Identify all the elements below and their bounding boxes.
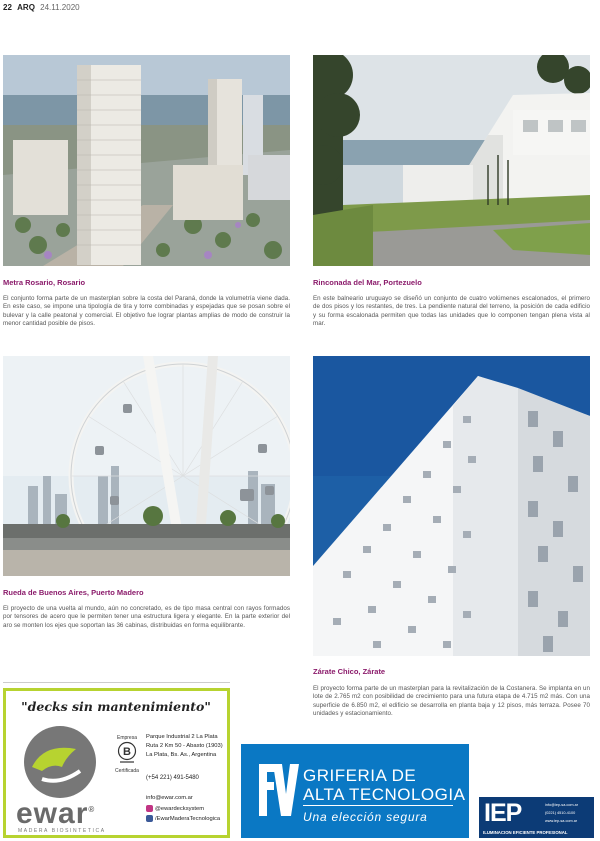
fv-headline-2: ALTA TECNOLOGIA: [303, 785, 466, 804]
ewar-address-line-3: La Plata, Bs. As., Argentina: [146, 752, 217, 758]
article-body-rinconada-del-mar: En este balneario uruguayo se diseñó un conjunto de cuatro volúmenes escalonados, el primero de dos pisos y los restantes, de tres. La pendiente natural del terreno, la posición de cada edificio y su forma escalonada permiten que todas las unidades que lo componen tengan plena vista al mar.: [313, 295, 590, 327]
ad-ewar[interactable]: [3, 688, 230, 838]
facebook-icon: [146, 815, 153, 822]
ewar-address-line-1: Parque Industrial 2 La Plata: [146, 734, 218, 740]
photo-zarate-chico: [313, 356, 590, 656]
ewar-logo-icon: [14, 723, 106, 801]
photo-rinconada-del-mar: [313, 55, 590, 266]
ewar-slogan: "decks sin mantenimiento": [21, 699, 211, 714]
fv-divider: [303, 805, 453, 806]
ewar-email[interactable]: info@ewar.com.ar: [146, 795, 193, 801]
article-title-zarate-chico: Zárate Chico, Zárate: [313, 667, 386, 676]
ewar-facebook-handle: /EwarMaderaTecnologica: [155, 816, 221, 823]
fv-slogan: Una elección segura: [303, 810, 428, 824]
iep-phone: (0221) 4510-4100: [545, 811, 576, 815]
article-title-rueda-de-buenos-aires: Rueda de Buenos Aires, Puerto Madero: [3, 588, 144, 597]
page-number: 22: [3, 3, 12, 12]
bcorp-bottom-label: Certificada: [115, 768, 139, 774]
photo-rueda-de-buenos-aires: [3, 356, 290, 576]
ewar-facebook[interactable]: [146, 815, 220, 822]
article-body-metra-rosario: El conjunto forma parte de un masterplan sobre la costa del Paraná, donde la volumetría viene dada. En este caso, se impone una tipología de tira y torre combinadas y espejadas que se posan sobre el bulevar y la calle peatonal y comercial. El objetivo fue lograr plantas amplias de modo de construir la menor cantidad posible de pisos.: [3, 295, 290, 327]
iep-claim: ILUMINACION EFICIENTE PROFESIONAL: [483, 830, 568, 835]
ewar-phone: (+54 221) 491-5480: [146, 775, 199, 781]
article-body-zarate-chico: El proyecto forma parte de un masterplan para la revitalización de la Costanera. Se implanta en un lote de 2.765 m2 con posibilidad de crecimiento para una futura etapa de 4.715 m2 más. Con una superficie de 6.850 m2, el edificio se desarrolla en planta baja y 12 pisos, más terraza. Posee 70 unidades y estacionamiento.: [313, 685, 590, 717]
page-header: [3, 3, 80, 12]
ad-iep[interactable]: [479, 797, 594, 838]
fv-headline-1: GRIFERIA DE: [303, 766, 417, 785]
article-body-rueda-de-buenos-aires: El proyecto de una vuelta al mundo, aún no concretado, es de tipo masa central con rayos formados por tensores de acero que le permiten tener una estructura ligera y elegante. En la parte exterior del aro se monten los ejes que soportan las 36 cabinas, distribuidas en forma equilibrante.: [3, 605, 290, 629]
instagram-icon: [146, 805, 153, 812]
article-title-metra-rosario: Metra Rosario, Rosario: [3, 278, 86, 287]
ewar-tagline: MADERA BIOSINTETICA: [18, 828, 106, 834]
photo-metra-rosario: [3, 55, 290, 266]
ewar-brand: [16, 797, 95, 831]
article-title-rinconada-del-mar: Rinconada del Mar, Portezuelo: [313, 278, 422, 287]
ad-fv[interactable]: [241, 744, 469, 838]
bcorp-letter: B: [123, 746, 131, 758]
bcorp-b-icon: [117, 741, 137, 763]
ewar-address: [146, 733, 226, 760]
iep-brand: IEP: [484, 799, 522, 827]
ewar-instagram-handle: @ewardecksystem: [155, 806, 205, 813]
ewar-instagram[interactable]: [146, 805, 204, 812]
ewar-address-line-2: Ruta 2 Km 50 - Abasto (1903): [146, 743, 223, 749]
fv-logo-icon: [255, 758, 299, 820]
fv-logo-text: fv: [276, 819, 278, 820]
iep-website[interactable]: www.iep-sa.com.ar: [545, 819, 578, 823]
ewar-registered-mark: ®: [88, 805, 96, 814]
bcorp-top-label: Empresa: [116, 735, 137, 741]
iep-email[interactable]: info@iep-sa.com.ar: [545, 803, 578, 807]
issue-date: 24.11.2020: [40, 3, 80, 12]
ads-divider: [3, 682, 230, 683]
ewar-brand-name: ewar: [16, 797, 89, 830]
bcorp-badge: [112, 735, 142, 774]
section-name: ARQ: [17, 3, 35, 12]
